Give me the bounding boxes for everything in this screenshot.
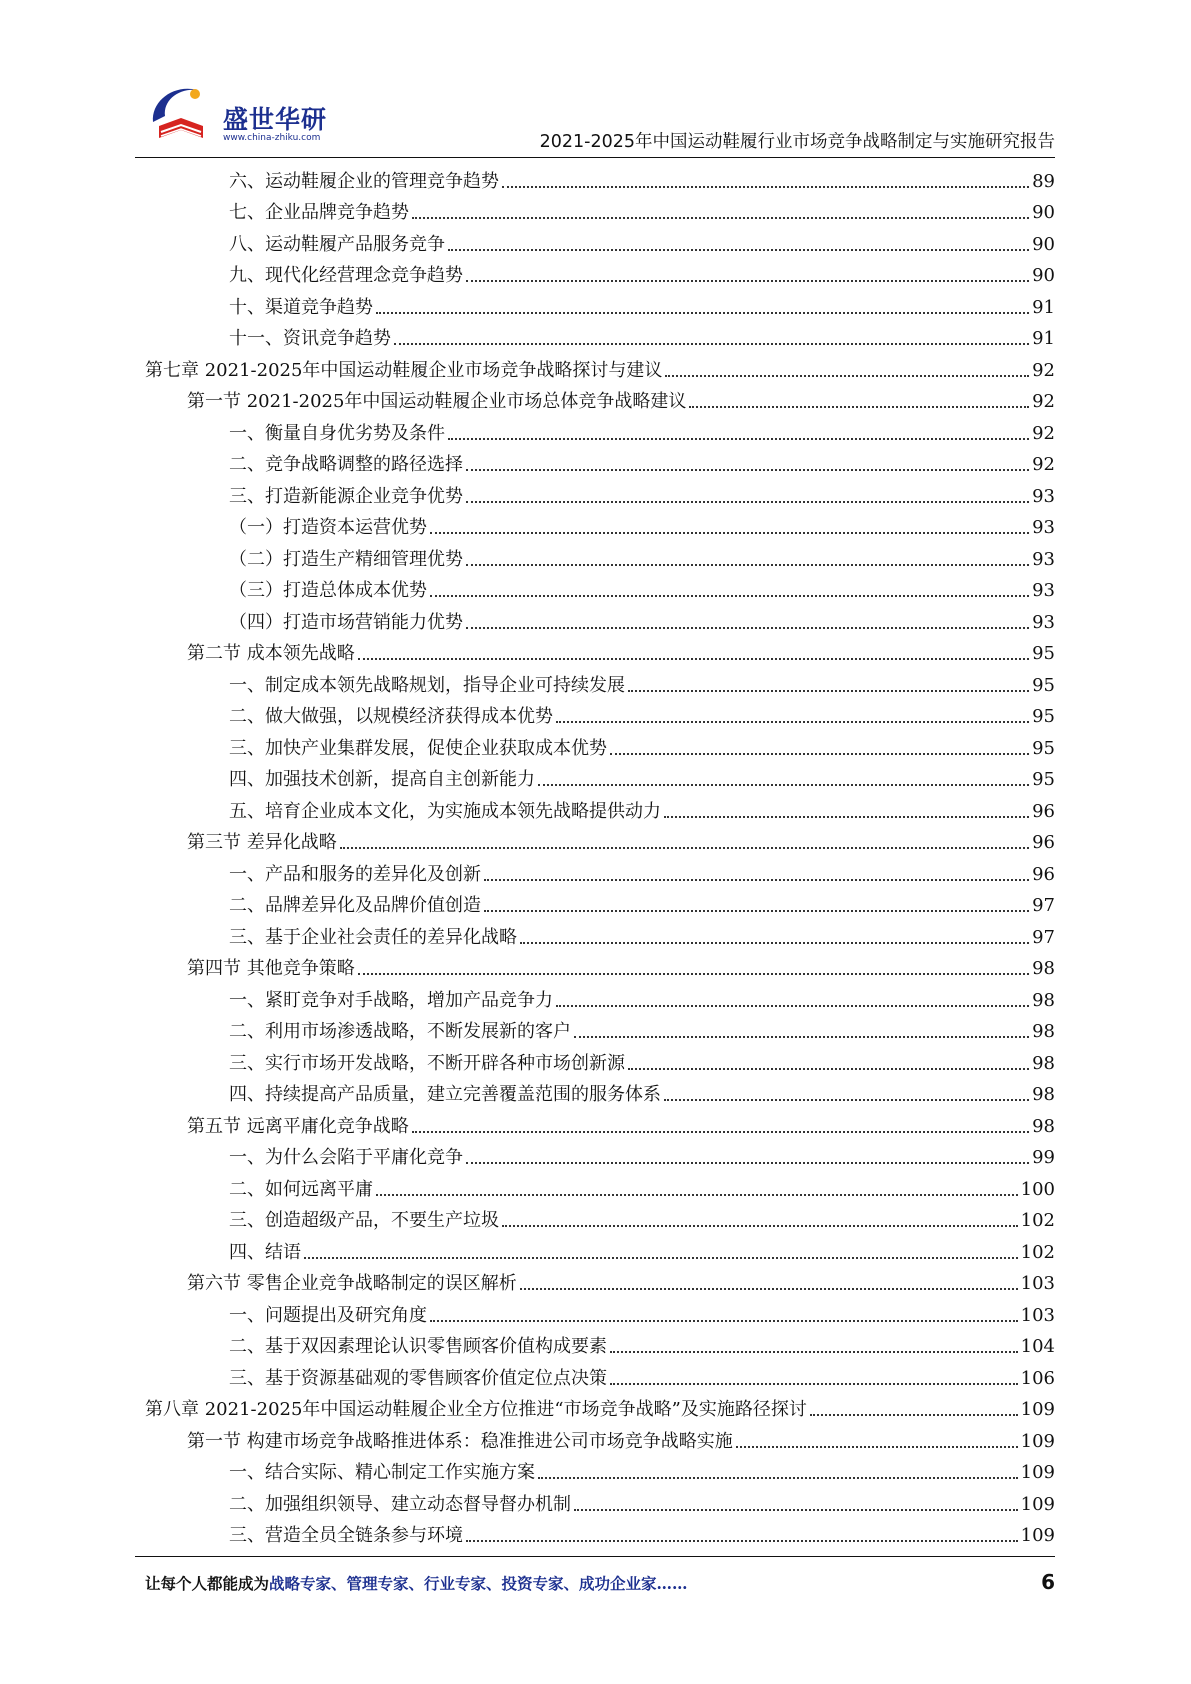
logo-name: 盛世华研 bbox=[223, 105, 328, 134]
toc-entry-label: 七、企业品牌竞争趋势 bbox=[229, 202, 409, 223]
toc-entry-label: 十一、资讯竞争趋势 bbox=[229, 328, 391, 349]
toc-dot-leader bbox=[466, 1540, 1018, 1542]
toc-chapter-entry[interactable] bbox=[145, 352, 1055, 384]
toc-entry-page: 109 bbox=[1020, 1462, 1055, 1483]
toc-dot-leader bbox=[628, 690, 1029, 692]
toc-item-entry[interactable] bbox=[145, 1077, 1055, 1109]
toc-item-entry[interactable] bbox=[145, 1203, 1055, 1235]
page-number: 6 bbox=[1041, 1570, 1055, 1594]
toc-dot-leader bbox=[466, 564, 1029, 566]
toc-dot-leader bbox=[484, 910, 1029, 912]
toc-dot-leader bbox=[664, 816, 1029, 818]
toc-entry-page: 91 bbox=[1032, 296, 1055, 318]
toc-entry-page: 106 bbox=[1020, 1367, 1055, 1389]
toc-entry-page: 95 bbox=[1032, 643, 1055, 664]
toc-entry-label: 一、结合实际、精心制定工作实施方案 bbox=[229, 1462, 535, 1483]
toc-entry-page: 96 bbox=[1032, 800, 1055, 822]
toc-entry-page: 102 bbox=[1020, 1210, 1055, 1231]
toc-dot-leader bbox=[628, 1068, 1029, 1070]
toc-entry-label: 三、加快产业集群发展，促使企业获取成本优势 bbox=[229, 737, 607, 759]
toc-item-entry[interactable] bbox=[145, 1329, 1055, 1361]
page-footer bbox=[145, 1572, 1055, 1598]
toc-entry-label: 第四节 其他竞争策略 bbox=[187, 958, 355, 979]
toc-item-entry[interactable] bbox=[145, 604, 1055, 636]
toc-entry-page: 97 bbox=[1032, 926, 1055, 948]
toc-entry-page: 96 bbox=[1032, 832, 1055, 853]
toc-dot-leader bbox=[574, 1509, 1018, 1511]
toc-dot-leader bbox=[466, 280, 1029, 282]
toc-entry-page: 92 bbox=[1032, 391, 1055, 412]
toc-item-entry[interactable] bbox=[145, 415, 1055, 447]
toc-entry-label: 一、衡量自身优劣势及条件 bbox=[229, 422, 445, 444]
toc-entry-page: 98 bbox=[1032, 1021, 1055, 1042]
toc-item-entry[interactable] bbox=[145, 289, 1055, 321]
toc-dot-leader bbox=[610, 1351, 1018, 1353]
toc-entry-page: 109 bbox=[1020, 1430, 1055, 1452]
toc-section-entry[interactable] bbox=[145, 825, 1055, 857]
toc-dot-leader bbox=[448, 438, 1029, 440]
toc-entry-label: 一、紧盯竞争对手战略，增加产品竞争力 bbox=[229, 989, 553, 1011]
toc-entry-label: 二、做大做强，以规模经济获得成本优势 bbox=[229, 706, 553, 727]
toc-entry-label: 十、渠道竞争趋势 bbox=[229, 296, 373, 318]
toc-entry-label: 一、问题提出及研究角度 bbox=[229, 1304, 427, 1326]
toc-dot-leader bbox=[304, 1257, 1018, 1259]
toc-entry-page: 93 bbox=[1032, 580, 1055, 601]
toc-item-entry[interactable] bbox=[145, 1297, 1055, 1329]
toc-entry-label: 二、利用市场渗透战略，不断发展新的客户 bbox=[229, 1021, 571, 1042]
toc-section-entry[interactable] bbox=[145, 636, 1055, 668]
toc-item-entry[interactable] bbox=[145, 447, 1055, 479]
toc-entry-page: 92 bbox=[1032, 454, 1055, 475]
toc-item-entry[interactable] bbox=[145, 762, 1055, 794]
toc-entry-label: （一）打造资本运营优势 bbox=[229, 517, 427, 538]
toc-entry-label: 第一节 2021-2025年中国运动鞋履企业市场总体竞争战略建议 bbox=[187, 391, 687, 412]
toc-dot-leader bbox=[502, 186, 1029, 188]
toc-dot-leader bbox=[538, 1477, 1018, 1479]
toc-item-entry[interactable] bbox=[145, 1171, 1055, 1203]
toc-dot-leader bbox=[610, 1383, 1018, 1385]
toc-dot-leader bbox=[665, 375, 1029, 377]
toc-entry-page: 95 bbox=[1032, 737, 1055, 759]
toc-entry-page: 92 bbox=[1032, 422, 1055, 444]
toc-entry-label: 第八章 2021-2025年中国运动鞋履企业全方位推进“市场竞争战略”及实施路径探讨 bbox=[145, 1399, 807, 1420]
toc-entry-label: 二、如何远离平庸 bbox=[229, 1178, 373, 1200]
toc-item-entry[interactable] bbox=[145, 856, 1055, 888]
toc-entry-page: 98 bbox=[1032, 1115, 1055, 1137]
toc-dot-leader bbox=[358, 658, 1029, 660]
toc-entry-page: 103 bbox=[1020, 1273, 1055, 1294]
toc-entry-label: （三）打造总体成本优势 bbox=[229, 580, 427, 601]
toc-entry-label: 三、营造全员全链条参与环境 bbox=[229, 1525, 463, 1546]
toc-entry-page: 90 bbox=[1032, 202, 1055, 223]
toc-entry-page: 98 bbox=[1032, 989, 1055, 1011]
toc-entry-label: 一、产品和服务的差异化及创新 bbox=[229, 863, 481, 885]
toc-entry-page: 95 bbox=[1032, 706, 1055, 727]
toc-entry-page: 93 bbox=[1032, 517, 1055, 538]
toc-dot-leader bbox=[430, 595, 1029, 597]
toc-section-entry[interactable] bbox=[145, 384, 1055, 416]
toc-entry-page: 91 bbox=[1032, 328, 1055, 349]
header-divider bbox=[135, 157, 1055, 158]
toc-dot-leader bbox=[556, 1005, 1029, 1007]
toc-entry-page: 92 bbox=[1032, 359, 1055, 381]
toc-dot-leader bbox=[610, 753, 1029, 755]
toc-dot-leader bbox=[376, 312, 1029, 314]
company-logo bbox=[145, 82, 365, 152]
toc-entry-label: 第七章 2021-2025年中国运动鞋履企业市场竞争战略探讨与建议 bbox=[145, 359, 663, 381]
toc-item-entry[interactable] bbox=[145, 1518, 1055, 1550]
toc-chapter-entry[interactable] bbox=[145, 1392, 1055, 1424]
toc-dot-leader bbox=[466, 627, 1029, 629]
toc-entry-page: 98 bbox=[1032, 1052, 1055, 1074]
toc-entry-page: 97 bbox=[1032, 895, 1055, 916]
footer-divider bbox=[135, 1556, 1055, 1557]
toc-item-entry[interactable] bbox=[145, 510, 1055, 542]
toc-entry-page: 103 bbox=[1020, 1304, 1055, 1326]
toc-dot-leader bbox=[430, 1320, 1018, 1322]
toc-dot-leader bbox=[502, 1225, 1018, 1227]
toc-entry-page: 99 bbox=[1032, 1147, 1055, 1168]
toc-section-entry[interactable] bbox=[145, 1423, 1055, 1455]
toc-dot-leader bbox=[574, 1036, 1029, 1038]
toc-dot-leader bbox=[520, 942, 1029, 944]
page-header bbox=[135, 78, 1055, 156]
toc-dot-leader bbox=[358, 973, 1029, 975]
toc-entry-label: 一、为什么会陷于平庸化竞争 bbox=[229, 1147, 463, 1168]
book-swoosh-logo-icon bbox=[145, 82, 223, 152]
toc-entry-page: 109 bbox=[1020, 1493, 1055, 1515]
toc-entry-label: 二、加强组织领导、建立动态督导督办机制 bbox=[229, 1493, 571, 1515]
toc-item-entry[interactable] bbox=[145, 919, 1055, 951]
toc-entry-page: 100 bbox=[1020, 1178, 1055, 1200]
toc-entry-label: 一、制定成本领先战略规划，指导企业可持续发展 bbox=[229, 674, 625, 696]
toc-dot-leader bbox=[412, 1131, 1029, 1133]
toc-item-entry[interactable] bbox=[145, 573, 1055, 605]
toc-dot-leader bbox=[520, 1288, 1018, 1290]
toc-entry-label: 六、运动鞋履企业的管理竞争趋势 bbox=[229, 170, 499, 192]
toc-entry-label: 第三节 差异化战略 bbox=[187, 832, 337, 853]
toc-dot-leader bbox=[538, 784, 1029, 786]
toc-dot-leader bbox=[736, 1446, 1018, 1448]
toc-item-entry[interactable] bbox=[145, 321, 1055, 353]
toc-entry-page: 109 bbox=[1020, 1399, 1055, 1420]
toc-entry-label: 二、基于双因素理论认识零售顾客价值构成要素 bbox=[229, 1336, 607, 1357]
toc-dot-leader bbox=[466, 501, 1029, 503]
toc-entry-page: 90 bbox=[1032, 233, 1055, 255]
toc-dot-leader bbox=[466, 1162, 1029, 1164]
toc-dot-leader bbox=[689, 406, 1029, 408]
toc-entry-page: 95 bbox=[1032, 674, 1055, 696]
toc-entry-page: 98 bbox=[1032, 958, 1055, 979]
toc-entry-page: 89 bbox=[1032, 170, 1055, 192]
footer-slogan-lead: 让每个人都能成为 bbox=[145, 1574, 270, 1593]
toc-item-entry[interactable] bbox=[145, 1455, 1055, 1487]
toc-entry-page: 93 bbox=[1032, 611, 1055, 633]
toc-dot-leader bbox=[484, 879, 1029, 881]
toc-entry-label: 八、运动鞋履产品服务竞争 bbox=[229, 233, 445, 255]
toc-item-entry[interactable] bbox=[145, 163, 1055, 195]
toc-entry-label: 五、培育企业成本文化，为实施成本领先战略提供动力 bbox=[229, 800, 661, 822]
toc-dot-leader bbox=[430, 532, 1029, 534]
toc-item-entry[interactable] bbox=[145, 982, 1055, 1014]
toc-entry-page: 90 bbox=[1032, 265, 1055, 286]
toc-dot-leader bbox=[556, 721, 1029, 723]
toc-entry-label: 四、持续提高产品质量，建立完善覆盖范围的服务体系 bbox=[229, 1084, 661, 1105]
toc-item-entry[interactable] bbox=[145, 888, 1055, 920]
toc-entry-label: 九、现代化经营理念竞争趋势 bbox=[229, 265, 463, 286]
toc-item-entry[interactable] bbox=[145, 1360, 1055, 1392]
toc-entry-label: （二）打造生产精细管理优势 bbox=[229, 548, 463, 570]
footer-slogan-roles: 战略专家、管理专家、行业专家、投资专家、成功企业家…… bbox=[269, 1574, 688, 1593]
toc-section-entry[interactable] bbox=[145, 1108, 1055, 1140]
toc-entry-label: 三、基于资源基础观的零售顾客价值定位点决策 bbox=[229, 1367, 607, 1389]
toc-item-entry[interactable] bbox=[145, 258, 1055, 290]
toc-entry-page: 93 bbox=[1032, 485, 1055, 507]
toc-item-entry[interactable] bbox=[145, 226, 1055, 258]
toc-entry-label: 第六节 零售企业竞争战略制定的误区解析 bbox=[187, 1273, 517, 1294]
toc-item-entry[interactable] bbox=[145, 195, 1055, 227]
toc-entry-page: 109 bbox=[1020, 1525, 1055, 1546]
toc-dot-leader bbox=[448, 249, 1029, 251]
toc-entry-page: 104 bbox=[1020, 1336, 1055, 1357]
toc-dot-leader bbox=[340, 847, 1029, 849]
toc-item-entry[interactable] bbox=[145, 1045, 1055, 1077]
toc-dot-leader bbox=[664, 1099, 1029, 1101]
toc-entry-label: （四）打造市场营销能力优势 bbox=[229, 611, 463, 633]
toc-dot-leader bbox=[466, 469, 1029, 471]
toc-item-entry[interactable] bbox=[145, 541, 1055, 573]
toc-entry-label: 第二节 成本领先战略 bbox=[187, 643, 355, 664]
toc-entry-label: 二、品牌差异化及品牌价值创造 bbox=[229, 895, 481, 916]
toc-entry-label: 三、实行市场开发战略，不断开辟各种市场创新源 bbox=[229, 1052, 625, 1074]
toc-entry-label: 二、竞争战略调整的路径选择 bbox=[229, 454, 463, 475]
report-title: 2021-2025年中国运动鞋履行业市场竞争战略制定与实施研究报告 bbox=[539, 132, 1055, 152]
toc-entry-label: 三、打造新能源企业竞争优势 bbox=[229, 485, 463, 507]
toc-entry-page: 95 bbox=[1032, 769, 1055, 790]
toc-item-entry[interactable] bbox=[145, 793, 1055, 825]
toc-dot-leader bbox=[810, 1414, 1018, 1416]
table-of-contents bbox=[145, 163, 1055, 1549]
logo-url: www.china-zhiku.com bbox=[223, 133, 321, 143]
toc-item-entry[interactable] bbox=[145, 730, 1055, 762]
toc-item-entry[interactable] bbox=[145, 667, 1055, 699]
toc-entry-page: 102 bbox=[1020, 1241, 1055, 1263]
toc-entry-label: 三、创造超级产品，不要生产垃圾 bbox=[229, 1210, 499, 1231]
toc-item-entry[interactable] bbox=[145, 1140, 1055, 1172]
toc-item-entry[interactable] bbox=[145, 1014, 1055, 1046]
toc-entry-label: 四、结语 bbox=[229, 1241, 301, 1263]
toc-item-entry[interactable] bbox=[145, 1486, 1055, 1518]
toc-dot-leader bbox=[394, 343, 1029, 345]
toc-item-entry[interactable] bbox=[145, 699, 1055, 731]
toc-dot-leader bbox=[412, 217, 1029, 219]
toc-entry-page: 98 bbox=[1032, 1084, 1055, 1105]
toc-entry-label: 三、基于企业社会责任的差异化战略 bbox=[229, 926, 517, 948]
toc-entry-page: 93 bbox=[1032, 548, 1055, 570]
toc-entry-page: 96 bbox=[1032, 863, 1055, 885]
toc-dot-leader bbox=[376, 1194, 1018, 1196]
toc-section-entry[interactable] bbox=[145, 951, 1055, 983]
toc-entry-label: 第一节 构建市场竞争战略推进体系：稳准推进公司市场竞争战略实施 bbox=[187, 1430, 733, 1452]
toc-section-entry[interactable] bbox=[145, 1266, 1055, 1298]
toc-entry-label: 四、加强技术创新，提高自主创新能力 bbox=[229, 769, 535, 790]
toc-item-entry[interactable] bbox=[145, 1234, 1055, 1266]
toc-entry-label: 第五节 远离平庸化竞争战略 bbox=[187, 1115, 409, 1137]
toc-item-entry[interactable] bbox=[145, 478, 1055, 510]
